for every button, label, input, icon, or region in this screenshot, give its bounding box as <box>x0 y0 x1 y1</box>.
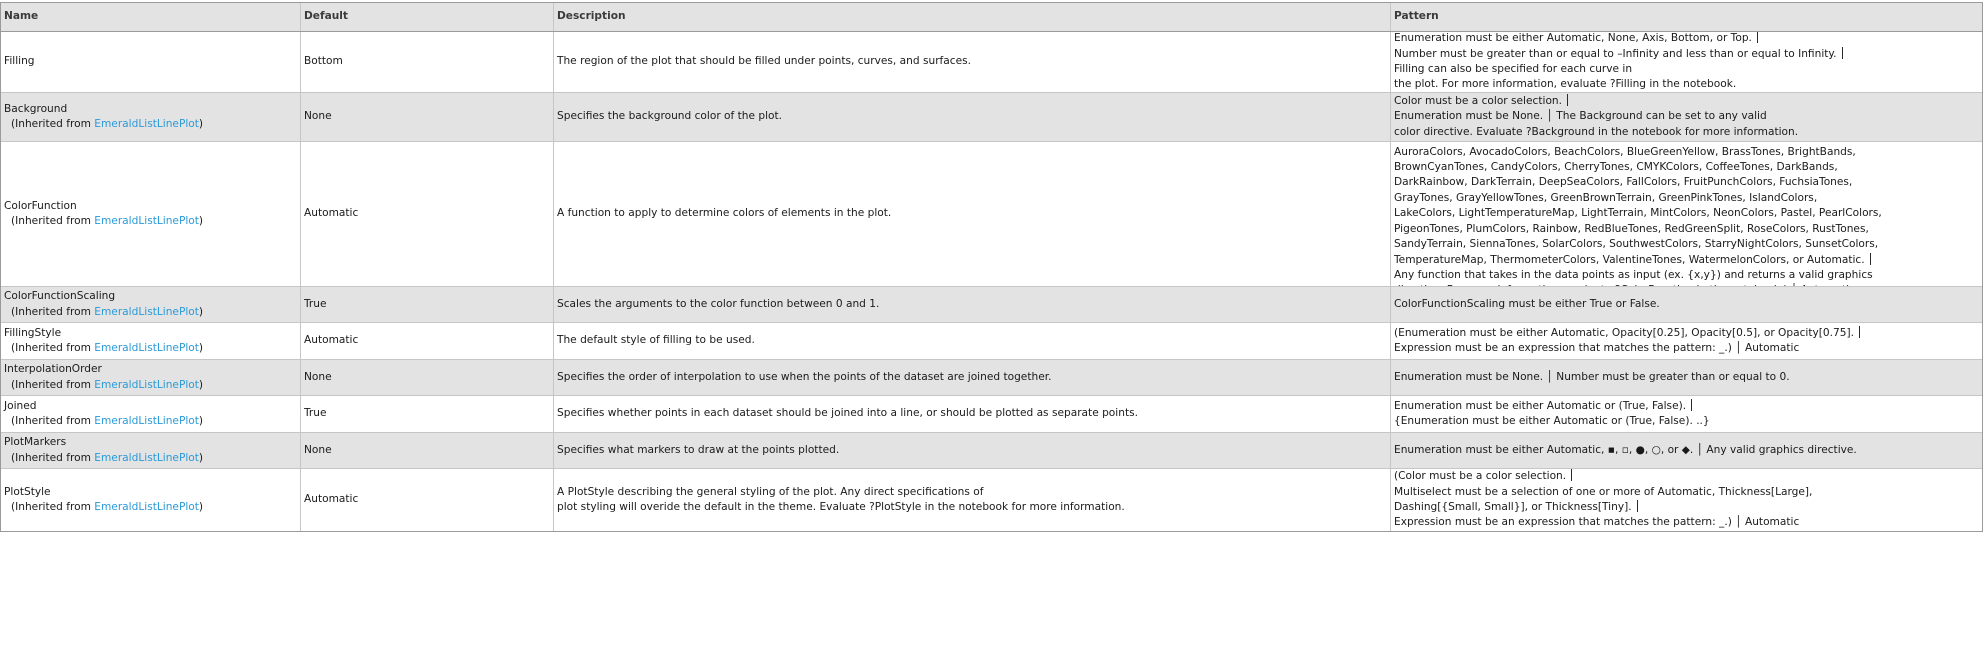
inherited-suffix: ) <box>198 451 204 464</box>
pattern-line <box>1394 283 1979 286</box>
option-description <box>554 142 1391 286</box>
pattern-line <box>1394 145 1979 160</box>
pattern-line <box>1394 125 1979 140</box>
pattern-line <box>1394 160 1979 175</box>
option-pattern <box>1391 142 1982 286</box>
pattern-line <box>1394 253 1979 268</box>
option-pattern <box>1391 323 1982 359</box>
pattern-line <box>1394 237 1979 252</box>
inherited-prefix: (Inherited from <box>11 451 95 464</box>
inherited-source-link[interactable]: EmeraldListLinePlot <box>94 215 199 227</box>
inherited-source-link[interactable]: EmeraldListLinePlot <box>94 305 199 318</box>
inherited-suffix: ) <box>198 342 204 354</box>
inherited-suffix: ) <box>198 305 204 318</box>
description-line: The default style of filling to be used. <box>557 334 755 347</box>
option-pattern <box>1391 433 1982 468</box>
description-line: The region of the plot that should be filled under points, curves, and surfaces. <box>557 55 972 68</box>
option-pattern <box>1391 469 1982 531</box>
inherited-note <box>4 214 297 229</box>
inherited-source-link[interactable]: EmeraldListLinePlot <box>94 378 199 391</box>
header-default: Default <box>301 3 554 31</box>
pattern-text: Number must be greater than or equal to –Infinity and less than or equal to Infinity. <box>1394 47 1837 60</box>
pattern-text: {Enumeration must be either Automatic or (True, False). ..} <box>1394 415 1710 427</box>
option-name-cell <box>1 360 301 395</box>
option-name-cell <box>1 142 301 286</box>
inherited-suffix: ) <box>198 415 204 427</box>
table-row <box>1 469 1982 531</box>
pattern-text: the plot. For more information, evaluate ?Filling in the notebook. <box>1394 78 1737 91</box>
table-header <box>1 3 1982 32</box>
pattern-line <box>1394 399 1979 414</box>
inherited-suffix: ) <box>198 118 204 130</box>
pattern-text: Filling can also be specified for each curve in <box>1394 63 1633 75</box>
table-row <box>1 93 1982 142</box>
option-description <box>554 32 1391 92</box>
inherited-note <box>4 341 297 356</box>
inherited-prefix: (Inherited from <box>11 118 95 130</box>
option-name-cell <box>1 32 301 92</box>
pattern-line <box>1394 500 1979 515</box>
inherited-source-link[interactable]: EmeraldListLinePlot <box>94 342 199 354</box>
option-pattern <box>1391 93 1982 141</box>
pattern-line <box>1394 485 1979 500</box>
header-pattern: Pattern <box>1394 10 1439 23</box>
header-description: Description <box>554 3 1391 31</box>
pattern-line <box>1394 191 1979 206</box>
options-table <box>0 2 1983 532</box>
option-description <box>554 396 1391 432</box>
pattern-text: Enumeration must be either Automatic or (True, False). <box>1394 399 1687 412</box>
option-pattern <box>1391 287 1982 322</box>
separator-bar <box>1637 500 1638 512</box>
table-row <box>1 396 1982 433</box>
option-default: Automatic <box>301 469 554 531</box>
option-description <box>554 93 1391 141</box>
option-description <box>554 433 1391 468</box>
table-row <box>1 287 1982 323</box>
pattern-line <box>1394 443 1979 458</box>
inherited-prefix: (Inherited from <box>11 501 95 513</box>
separator-bar <box>1757 32 1758 43</box>
pattern-text <box>1394 284 1855 286</box>
table-row <box>1 433 1982 469</box>
pattern-line <box>1394 32 1979 47</box>
pattern-line <box>1394 109 1979 124</box>
inherited-source-link[interactable]: EmeraldListLinePlot <box>94 118 199 130</box>
description-line: Specifies the background color of the plot. <box>557 110 783 123</box>
pattern-line <box>1394 515 1979 530</box>
option-name: ColorFunction <box>4 199 77 212</box>
pattern-line <box>1394 62 1979 77</box>
inherited-note <box>4 305 297 320</box>
option-default: None <box>301 360 554 395</box>
separator-bar <box>1859 326 1860 338</box>
pattern-line <box>1394 222 1979 237</box>
pattern-text: Multiselect must be a selection of one or more of Automatic, Thickness[Large], <box>1394 485 1813 498</box>
separator-bar <box>1571 469 1572 481</box>
pattern-text: Enumeration must be None. │ The Background can be set to any valid <box>1394 110 1767 123</box>
pattern-text: LakeColors, LightTemperatureMap, LightTerrain, MintColors, NeonColors, Pastel, PearlColors, <box>1394 207 1882 220</box>
pattern-text: color directive. Evaluate ?Background in the notebook for more information. <box>1394 125 1799 138</box>
option-name-cell <box>1 469 301 531</box>
option-name: ColorFunctionScaling <box>4 290 116 303</box>
option-default: Automatic <box>301 142 554 286</box>
option-name: Joined <box>4 399 37 412</box>
description-line: Scales the arguments to the color function between 0 and 1. <box>557 297 880 310</box>
inherited-note <box>4 451 297 466</box>
option-name: Filling <box>4 55 35 68</box>
separator-bar <box>1842 47 1843 59</box>
inherited-prefix: (Inherited from <box>11 378 95 391</box>
pattern-text: Enumeration must be either Automatic, None, Axis, Bottom, or Top. <box>1394 32 1752 45</box>
option-default: None <box>301 93 554 141</box>
inherited-prefix: (Inherited from <box>11 305 95 318</box>
option-default: True <box>301 287 554 322</box>
pattern-line <box>1394 414 1979 429</box>
pattern-text: Expression must be an expression that matches the pattern: _.) │ Automatic <box>1394 342 1800 354</box>
option-name-cell <box>1 433 301 468</box>
pattern-line <box>1394 94 1979 109</box>
table-row <box>1 32 1982 93</box>
option-description <box>554 360 1391 395</box>
inherited-prefix: (Inherited from <box>11 342 95 354</box>
description-line: Specifies whether points in each dataset should be joined into a line, or should be plotted as separate points. <box>557 407 1138 420</box>
inherited-source-link[interactable]: EmeraldListLinePlot <box>94 415 199 427</box>
pattern-line <box>1394 370 1979 385</box>
pattern-text: BrownCyanTones, CandyColors, CherryTones, CMYKColors, CoffeeTones, DarkBands, <box>1394 161 1838 174</box>
option-name: PlotStyle <box>4 485 51 498</box>
option-pattern <box>1391 396 1982 432</box>
pattern-text: SandyTerrain, SiennaTones, SolarColors, SouthwestColors, StarryNightColors, SunsetColors, <box>1394 238 1879 251</box>
table-body <box>1 32 1982 531</box>
option-name: FillingStyle <box>4 326 62 339</box>
inherited-note <box>4 500 297 515</box>
option-default: Automatic <box>301 323 554 359</box>
inherited-suffix: ) <box>198 501 204 513</box>
description-line: plot styling will overide the default in the theme. Evaluate ?PlotStyle in the notebook for more information. <box>557 501 1125 513</box>
description-line: A function to apply to determine colors of elements in the plot. <box>557 207 892 220</box>
table-row <box>1 360 1982 396</box>
pattern-line <box>1394 297 1979 312</box>
pattern-line <box>1394 77 1979 92</box>
pattern-line <box>1394 326 1979 341</box>
pattern-text: Enumeration must be None. │ Number must be greater than or equal to 0. <box>1394 370 1790 383</box>
table-row <box>1 142 1982 287</box>
pattern-line <box>1394 469 1979 484</box>
inherited-suffix: ) <box>198 215 204 227</box>
pattern-text: Any function that takes in the data points as input (ex. {x,y}) and returns a valid graphics <box>1394 268 1873 281</box>
inherited-source-link[interactable]: EmeraldListLinePlot <box>94 501 199 513</box>
inherited-suffix: ) <box>198 378 204 391</box>
option-name: InterpolationOrder <box>4 363 102 376</box>
option-name-cell <box>1 287 301 322</box>
option-name-cell <box>1 323 301 359</box>
pattern-text: (Color must be a color selection. <box>1394 470 1567 483</box>
option-name: PlotMarkers <box>4 436 67 449</box>
inherited-source-link[interactable]: EmeraldListLinePlot <box>94 451 199 464</box>
pattern-text: ColorFunctionScaling must be either True or False. <box>1394 297 1660 310</box>
option-name: Background <box>4 102 68 115</box>
pattern-text: PigeonTones, PlumColors, Rainbow, RedBlueTones, RedGreenSplit, RoseColors, RustTones, <box>1394 222 1869 235</box>
pattern-line <box>1394 175 1979 190</box>
pattern-text: GrayTones, GrayYellowTones, GreenBrownTerrain, GreenPinkTones, IslandColors, <box>1394 191 1818 204</box>
inherited-prefix: (Inherited from <box>11 415 95 427</box>
separator-bar <box>1870 253 1871 265</box>
option-default: True <box>301 396 554 432</box>
option-pattern <box>1391 360 1982 395</box>
pattern-line <box>1394 206 1979 221</box>
pattern-text: Expression must be an expression that matches the pattern: _.) │ Automatic <box>1394 516 1800 529</box>
pattern-line <box>1394 47 1979 62</box>
option-description <box>554 323 1391 359</box>
description-line: Specifies what markers to draw at the points plotted. <box>557 443 840 456</box>
pattern-line <box>1394 268 1979 283</box>
pattern-text: Enumeration must be either Automatic, ▪, ▫, ●, ○, or ◆. │ Any valid graphics directive. <box>1394 443 1857 456</box>
pattern-text: Dashing[{Small, Small}], or Thickness[Tiny]. <box>1394 501 1632 513</box>
option-default: Bottom <box>301 32 554 92</box>
pattern-line <box>1394 341 1979 356</box>
inherited-note <box>4 378 297 393</box>
option-name-cell <box>1 93 301 141</box>
description-line: A PlotStyle describing the general styling of the plot. Any direct specifications of <box>557 485 984 498</box>
pattern-text: DarkRainbow, DarkTerrain, DeepSeaColors, FallColors, FruitPunchColors, FuchsiaTones, <box>1394 176 1853 189</box>
option-name-cell <box>1 396 301 432</box>
description-line: Specifies the order of interpolation to use when the points of the dataset are joined together. <box>557 370 1052 383</box>
header-name: Name <box>1 3 301 31</box>
inherited-prefix: (Inherited from <box>11 215 95 227</box>
separator-bar <box>1567 94 1568 106</box>
pattern-text: TemperatureMap, ThermometerColors, ValentineTones, WatermelonColors, or Automatic. <box>1394 253 1865 266</box>
option-pattern <box>1391 32 1982 92</box>
pattern-text: AuroraColors, AvocadoColors, BeachColors, BlueGreenYellow, BrassTones, BrightBands, <box>1394 145 1856 158</box>
separator-bar <box>1691 399 1692 411</box>
option-description <box>554 469 1391 531</box>
table-row <box>1 323 1982 360</box>
option-description <box>554 287 1391 322</box>
pattern-text: (Enumeration must be either Automatic, Opacity[0.25], Opacity[0.5], or Opacity[0.75]. <box>1394 326 1855 339</box>
inherited-note <box>4 414 297 429</box>
pattern-text: Color must be a color selection. <box>1394 94 1563 107</box>
option-default: None <box>301 433 554 468</box>
inherited-note <box>4 117 297 132</box>
